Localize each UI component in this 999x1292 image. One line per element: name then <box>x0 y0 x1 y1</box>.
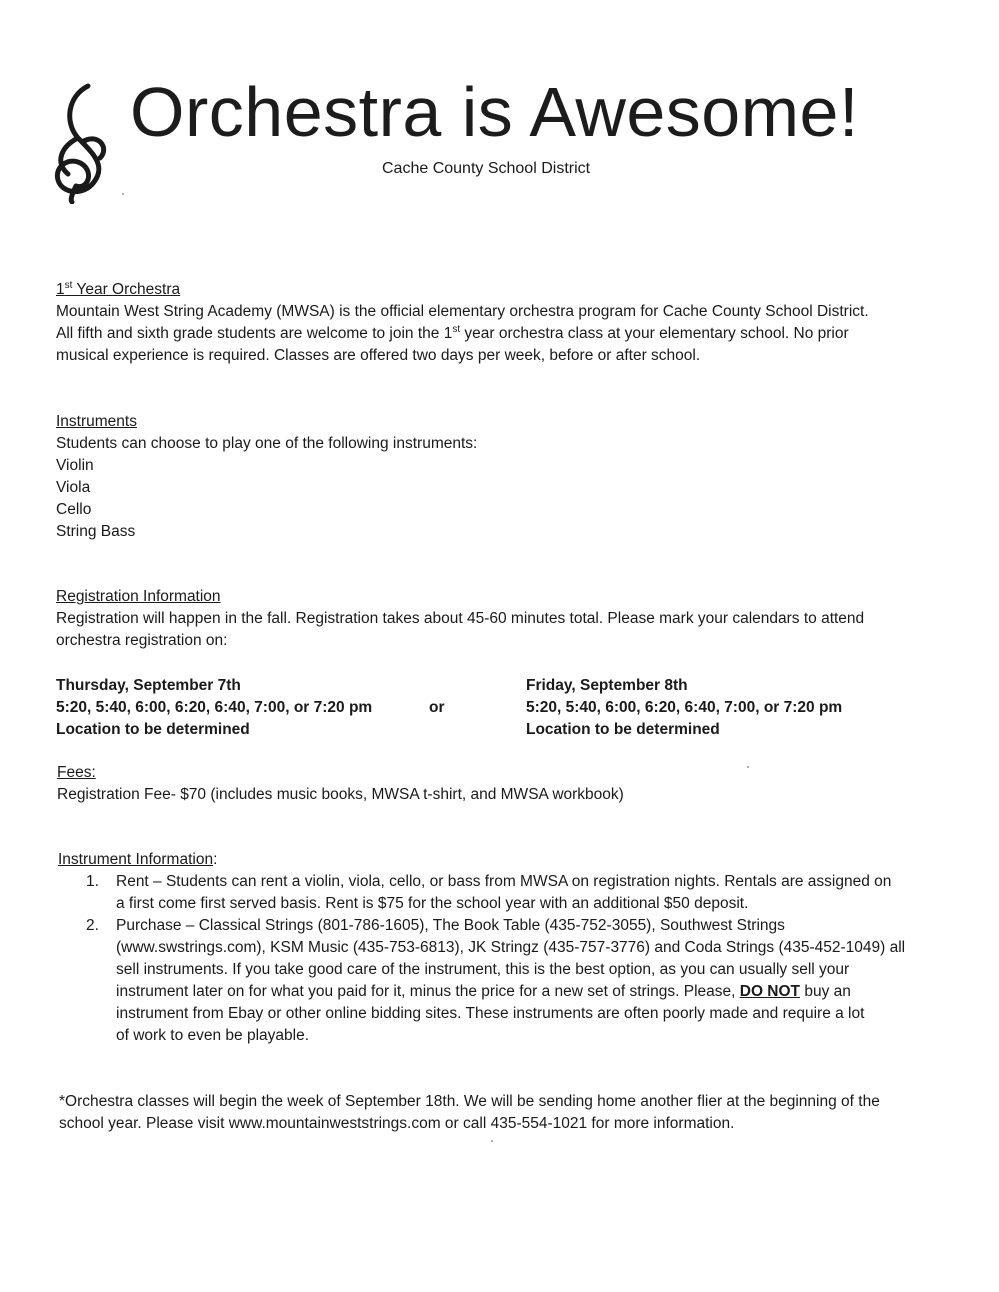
day-1-date: Thursday, September 7th <box>56 677 241 694</box>
first-year-section <box>56 279 869 367</box>
list-item: 1. Rent – Students can rent a violin, viola, cello, or bass from MWSA on registration nights. Rentals are assigned on a first come first served basis. Rent is $75 for the school year with an additional $50 deposit. <box>86 873 892 912</box>
first-year-heading: 1st Year Orchestra <box>56 279 181 298</box>
instruments-intro: Students can choose to play one of the following instruments: <box>56 435 478 452</box>
instrument-item: Viola <box>56 479 91 496</box>
footer-note <box>59 1091 880 1135</box>
instruments-section <box>56 411 477 543</box>
first-year-line-3: musical experience is required. Classes are offered two days per week, before or after school. <box>56 347 701 364</box>
footer-line-2: school year. Please visit www.mountainweststrings.com or call 435-554-1021 for more information. <box>59 1115 735 1132</box>
scan-speck <box>122 193 124 195</box>
instrument-info-heading-row: Instrument Information: <box>58 851 218 868</box>
instrument-item: Violin <box>56 457 94 474</box>
instruments-heading: Instruments <box>56 413 137 430</box>
first-year-line-1: Mountain West String Academy (MWSA) is the official elementary orchestra program for Cache County School District. <box>56 303 869 320</box>
day-1-times: 5:20, 5:40, 6:00, 6:20, 6:40, 7:00, or 7:20 pm <box>56 699 373 716</box>
instrument-item: String Bass <box>56 523 136 540</box>
page-title: Orchestra is Awesome! <box>130 73 859 151</box>
day-1-location: Location to be determined <box>56 721 250 738</box>
or-separator: or <box>429 699 445 716</box>
instrument-info-list <box>86 871 905 1047</box>
instrument-item: Cello <box>56 501 92 518</box>
treble-clef-icon <box>48 82 118 204</box>
scan-speck <box>491 1140 493 1142</box>
footer-line-1: *Orchestra classes will begin the week of September 18th. We will be sending home another flier at the beginning of the <box>59 1093 880 1110</box>
scan-speck <box>747 766 749 768</box>
instrument-info-heading: Instrument Information <box>58 851 214 868</box>
fees-section <box>57 762 624 806</box>
do-not-emphasis: DO NOT <box>739 983 801 1000</box>
registration-line-1: Registration will happen in the fall. Registration takes about 45-60 minutes total. Please mark your calendars to attend <box>56 610 865 627</box>
day-2-location: Location to be determined <box>526 721 720 738</box>
registration-line-2: orchestra registration on: <box>56 632 228 649</box>
registration-day-2 <box>526 675 842 741</box>
page-subtitle: Cache County School District <box>382 160 591 177</box>
registration-day-1 <box>56 675 372 741</box>
registration-heading: Registration Information <box>56 588 221 605</box>
day-2-date: Friday, September 8th <box>526 677 688 694</box>
first-year-line-2: All fifth and sixth grade students are welcome to join the 1st year orchestra class at your elementary school. No prior <box>56 323 849 342</box>
registration-section <box>56 586 864 652</box>
fees-heading: Fees: <box>57 764 96 781</box>
day-2-times: 5:20, 5:40, 6:00, 6:20, 6:40, 7:00, or 7:20 pm <box>526 699 843 716</box>
list-item: 2. Purchase – Classical Strings (801-786-1605), The Book Table (435-752-3055), Southwest Strings (www.swstrings.com), KSM Music (435-753-6813), JK Stringz (435-757-3776) and Coda Strings (435-452-1049) all sell instruments. If you take good care of the instrument, this is the best option, as you can usually sell your instrument later on for what you paid for it, minus the price for a new set of strings. Please, DO NOT buy an instrument from Ebay or other online bidding sites. These instruments are often poorly made and require a lot of work to even be playable. <box>86 917 906 1044</box>
fees-line: Registration Fee- $70 (includes music books, MWSA t-shirt, and MWSA workbook) <box>57 786 624 803</box>
